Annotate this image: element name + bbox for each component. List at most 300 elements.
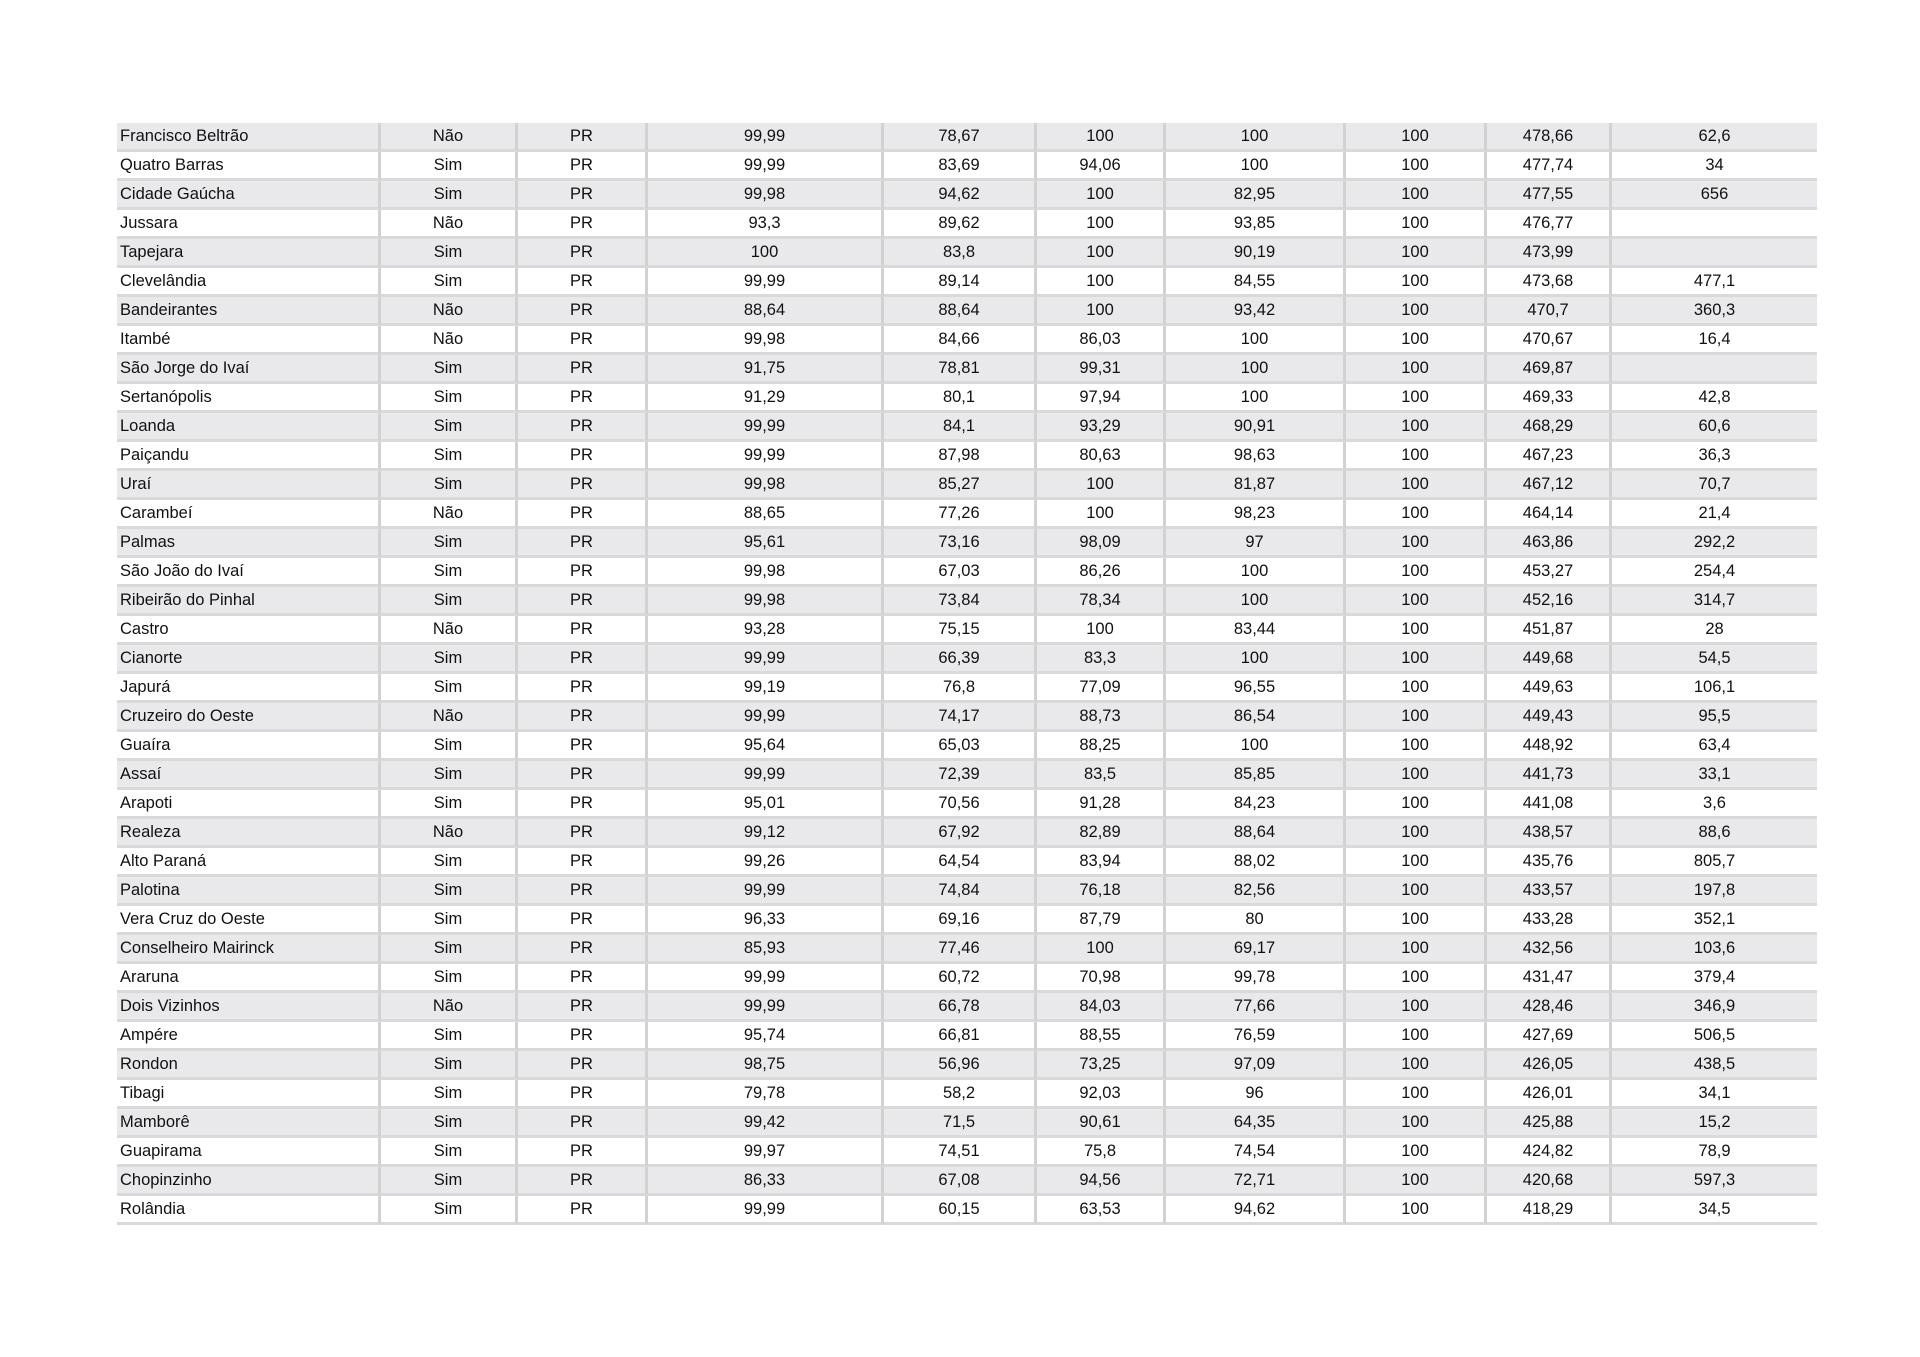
yes-no-flag-cell: Sim	[381, 964, 518, 993]
yes-no-flag-cell: Sim	[381, 529, 518, 558]
yes-no-flag-cell: Sim	[381, 877, 518, 906]
value-col-2-cell: 74,17	[884, 703, 1037, 732]
value-col-1-cell: 99,99	[648, 645, 884, 674]
value-col-1-cell: 88,65	[648, 500, 884, 529]
total-score-cell: 426,01	[1487, 1080, 1612, 1109]
table-row	[117, 1196, 1817, 1225]
last-value-cell: 95,5	[1612, 703, 1817, 732]
table-row	[117, 848, 1817, 877]
value-col-2-cell: 66,39	[884, 645, 1037, 674]
value-col-1-cell: 95,74	[648, 1022, 884, 1051]
value-col-3-cell: 94,06	[1037, 152, 1166, 181]
total-score-cell: 470,67	[1487, 326, 1612, 355]
municipality-name-cell: Loanda	[117, 413, 381, 442]
value-col-1-cell: 95,01	[648, 790, 884, 819]
value-col-2-cell: 76,8	[884, 674, 1037, 703]
value-col-4-cell: 84,23	[1166, 790, 1346, 819]
value-col-1-cell: 91,29	[648, 384, 884, 413]
table-row	[117, 384, 1817, 413]
value-col-5-cell: 100	[1346, 616, 1487, 645]
last-value-cell: 15,2	[1612, 1109, 1817, 1138]
value-col-4-cell: 83,44	[1166, 616, 1346, 645]
state-code-cell: PR	[518, 268, 648, 297]
total-score-cell: 473,68	[1487, 268, 1612, 297]
table-row	[117, 761, 1817, 790]
yes-no-flag-cell: Sim	[381, 1051, 518, 1080]
value-col-1-cell: 99,99	[648, 877, 884, 906]
last-value-cell: 78,9	[1612, 1138, 1817, 1167]
total-score-cell: 433,28	[1487, 906, 1612, 935]
table-row	[117, 181, 1817, 210]
value-col-3-cell: 70,98	[1037, 964, 1166, 993]
value-col-5-cell: 100	[1346, 268, 1487, 297]
value-col-4-cell: 97	[1166, 529, 1346, 558]
table-row	[117, 964, 1817, 993]
value-col-5-cell: 100	[1346, 587, 1487, 616]
last-value-cell: 292,2	[1612, 529, 1817, 558]
value-col-3-cell: 100	[1037, 616, 1166, 645]
state-code-cell: PR	[518, 1167, 648, 1196]
value-col-4-cell: 100	[1166, 326, 1346, 355]
value-col-4-cell: 100	[1166, 152, 1346, 181]
value-col-3-cell: 83,94	[1037, 848, 1166, 877]
value-col-4-cell: 99,78	[1166, 964, 1346, 993]
yes-no-flag-cell: Sim	[381, 732, 518, 761]
yes-no-flag-cell: Sim	[381, 471, 518, 500]
value-col-1-cell: 79,78	[648, 1080, 884, 1109]
last-value-cell: 36,3	[1612, 442, 1817, 471]
yes-no-flag-cell: Sim	[381, 1022, 518, 1051]
state-code-cell: PR	[518, 906, 648, 935]
last-value-cell: 597,3	[1612, 1167, 1817, 1196]
municipality-name-cell: Realeza	[117, 819, 381, 848]
value-col-2-cell: 60,15	[884, 1196, 1037, 1225]
value-col-3-cell: 73,25	[1037, 1051, 1166, 1080]
municipality-data-table	[117, 123, 1817, 1225]
yes-no-flag-cell: Sim	[381, 790, 518, 819]
value-col-2-cell: 94,62	[884, 181, 1037, 210]
yes-no-flag-cell: Sim	[381, 442, 518, 471]
municipality-name-cell: Carambeí	[117, 500, 381, 529]
municipality-name-cell: Palmas	[117, 529, 381, 558]
value-col-3-cell: 78,34	[1037, 587, 1166, 616]
value-col-3-cell: 99,31	[1037, 355, 1166, 384]
state-code-cell: PR	[518, 1080, 648, 1109]
value-col-4-cell: 100	[1166, 558, 1346, 587]
last-value-cell: 656	[1612, 181, 1817, 210]
table-row	[117, 616, 1817, 645]
total-score-cell: 478,66	[1487, 123, 1612, 152]
value-col-2-cell: 73,84	[884, 587, 1037, 616]
value-col-2-cell: 58,2	[884, 1080, 1037, 1109]
municipality-name-cell: Castro	[117, 616, 381, 645]
value-col-4-cell: 82,56	[1166, 877, 1346, 906]
last-value-cell: 34,1	[1612, 1080, 1817, 1109]
value-col-1-cell: 99,98	[648, 326, 884, 355]
total-score-cell: 469,87	[1487, 355, 1612, 384]
value-col-5-cell: 100	[1346, 790, 1487, 819]
value-col-3-cell: 100	[1037, 239, 1166, 268]
municipality-name-cell: Chopinzinho	[117, 1167, 381, 1196]
value-col-5-cell: 100	[1346, 442, 1487, 471]
total-score-cell: 477,74	[1487, 152, 1612, 181]
total-score-cell: 453,27	[1487, 558, 1612, 587]
state-code-cell: PR	[518, 732, 648, 761]
state-code-cell: PR	[518, 500, 648, 529]
yes-no-flag-cell: Sim	[381, 239, 518, 268]
value-col-5-cell: 100	[1346, 1167, 1487, 1196]
value-col-2-cell: 87,98	[884, 442, 1037, 471]
total-score-cell: 435,76	[1487, 848, 1612, 877]
state-code-cell: PR	[518, 587, 648, 616]
table-row	[117, 123, 1817, 152]
state-code-cell: PR	[518, 703, 648, 732]
last-value-cell: 103,6	[1612, 935, 1817, 964]
value-col-4-cell: 88,02	[1166, 848, 1346, 877]
last-value-cell: 16,4	[1612, 326, 1817, 355]
value-col-1-cell: 99,99	[648, 703, 884, 732]
value-col-4-cell: 97,09	[1166, 1051, 1346, 1080]
table-row	[117, 210, 1817, 239]
municipality-name-cell: Palotina	[117, 877, 381, 906]
value-col-5-cell: 100	[1346, 732, 1487, 761]
value-col-1-cell: 99,99	[648, 268, 884, 297]
table-row	[117, 152, 1817, 181]
value-col-2-cell: 85,27	[884, 471, 1037, 500]
value-col-1-cell: 99,99	[648, 761, 884, 790]
yes-no-flag-cell: Não	[381, 210, 518, 239]
yes-no-flag-cell: Sim	[381, 761, 518, 790]
value-col-4-cell: 93,85	[1166, 210, 1346, 239]
municipality-name-cell: Clevelândia	[117, 268, 381, 297]
value-col-4-cell: 100	[1166, 732, 1346, 761]
table-row	[117, 993, 1817, 1022]
municipality-name-cell: Ampére	[117, 1022, 381, 1051]
last-value-cell: 63,4	[1612, 732, 1817, 761]
municipality-name-cell: Francisco Beltrão	[117, 123, 381, 152]
state-code-cell: PR	[518, 413, 648, 442]
value-col-5-cell: 100	[1346, 181, 1487, 210]
yes-no-flag-cell: Sim	[381, 645, 518, 674]
value-col-4-cell: 81,87	[1166, 471, 1346, 500]
municipality-name-cell: Paiçandu	[117, 442, 381, 471]
last-value-cell: 254,4	[1612, 558, 1817, 587]
municipality-name-cell: Mamborê	[117, 1109, 381, 1138]
value-col-3-cell: 97,94	[1037, 384, 1166, 413]
state-code-cell: PR	[518, 761, 648, 790]
table-row	[117, 1167, 1817, 1196]
total-score-cell: 467,12	[1487, 471, 1612, 500]
state-code-cell: PR	[518, 616, 648, 645]
last-value-cell: 70,7	[1612, 471, 1817, 500]
municipality-name-cell: Rolândia	[117, 1196, 381, 1225]
total-score-cell: 428,46	[1487, 993, 1612, 1022]
yes-no-flag-cell: Sim	[381, 1196, 518, 1225]
value-col-5-cell: 100	[1346, 413, 1487, 442]
yes-no-flag-cell: Sim	[381, 355, 518, 384]
total-score-cell: 438,57	[1487, 819, 1612, 848]
value-col-5-cell: 100	[1346, 1080, 1487, 1109]
value-col-2-cell: 74,84	[884, 877, 1037, 906]
value-col-4-cell: 98,23	[1166, 500, 1346, 529]
value-col-5-cell: 100	[1346, 935, 1487, 964]
value-col-2-cell: 60,72	[884, 964, 1037, 993]
value-col-2-cell: 67,92	[884, 819, 1037, 848]
total-score-cell: 427,69	[1487, 1022, 1612, 1051]
total-score-cell: 418,29	[1487, 1196, 1612, 1225]
value-col-5-cell: 100	[1346, 645, 1487, 674]
value-col-1-cell: 99,97	[648, 1138, 884, 1167]
total-score-cell: 451,87	[1487, 616, 1612, 645]
value-col-4-cell: 100	[1166, 384, 1346, 413]
value-col-3-cell: 100	[1037, 500, 1166, 529]
value-col-5-cell: 100	[1346, 123, 1487, 152]
yes-no-flag-cell: Sim	[381, 587, 518, 616]
value-col-2-cell: 65,03	[884, 732, 1037, 761]
table-row	[117, 935, 1817, 964]
value-col-4-cell: 74,54	[1166, 1138, 1346, 1167]
state-code-cell: PR	[518, 442, 648, 471]
table-row	[117, 471, 1817, 500]
total-score-cell: 473,99	[1487, 239, 1612, 268]
value-col-3-cell: 87,79	[1037, 906, 1166, 935]
table-row	[117, 442, 1817, 471]
value-col-3-cell: 88,25	[1037, 732, 1166, 761]
yes-no-flag-cell: Sim	[381, 413, 518, 442]
yes-no-flag-cell: Sim	[381, 906, 518, 935]
value-col-1-cell: 99,99	[648, 413, 884, 442]
value-col-3-cell: 94,56	[1037, 1167, 1166, 1196]
value-col-4-cell: 100	[1166, 645, 1346, 674]
value-col-4-cell: 93,42	[1166, 297, 1346, 326]
total-score-cell: 468,29	[1487, 413, 1612, 442]
value-col-2-cell: 66,78	[884, 993, 1037, 1022]
value-col-1-cell: 100	[648, 239, 884, 268]
last-value-cell	[1612, 210, 1817, 239]
value-col-3-cell: 93,29	[1037, 413, 1166, 442]
last-value-cell: 34	[1612, 152, 1817, 181]
value-col-4-cell: 69,17	[1166, 935, 1346, 964]
yes-no-flag-cell: Não	[381, 993, 518, 1022]
yes-no-flag-cell: Sim	[381, 674, 518, 703]
value-col-3-cell: 83,3	[1037, 645, 1166, 674]
value-col-5-cell: 100	[1346, 239, 1487, 268]
yes-no-flag-cell: Não	[381, 819, 518, 848]
last-value-cell: 62,6	[1612, 123, 1817, 152]
municipality-name-cell: Vera Cruz do Oeste	[117, 906, 381, 935]
value-col-2-cell: 64,54	[884, 848, 1037, 877]
table-row	[117, 297, 1817, 326]
municipality-name-cell: Conselheiro Mairinck	[117, 935, 381, 964]
total-score-cell: 449,68	[1487, 645, 1612, 674]
last-value-cell: 438,5	[1612, 1051, 1817, 1080]
yes-no-flag-cell: Sim	[381, 268, 518, 297]
value-col-2-cell: 83,8	[884, 239, 1037, 268]
total-score-cell: 449,63	[1487, 674, 1612, 703]
last-value-cell: 21,4	[1612, 500, 1817, 529]
value-col-4-cell: 72,71	[1166, 1167, 1346, 1196]
yes-no-flag-cell: Não	[381, 123, 518, 152]
value-col-3-cell: 100	[1037, 181, 1166, 210]
value-col-2-cell: 80,1	[884, 384, 1037, 413]
value-col-1-cell: 98,75	[648, 1051, 884, 1080]
table-row	[117, 790, 1817, 819]
yes-no-flag-cell: Sim	[381, 152, 518, 181]
value-col-4-cell: 100	[1166, 355, 1346, 384]
yes-no-flag-cell: Sim	[381, 384, 518, 413]
state-code-cell: PR	[518, 210, 648, 239]
state-code-cell: PR	[518, 848, 648, 877]
total-score-cell: 463,86	[1487, 529, 1612, 558]
table-row	[117, 587, 1817, 616]
table-row	[117, 819, 1817, 848]
last-value-cell: 106,1	[1612, 674, 1817, 703]
value-col-5-cell: 100	[1346, 877, 1487, 906]
last-value-cell: 54,5	[1612, 645, 1817, 674]
state-code-cell: PR	[518, 790, 648, 819]
total-score-cell: 425,88	[1487, 1109, 1612, 1138]
value-col-2-cell: 89,14	[884, 268, 1037, 297]
last-value-cell: 28	[1612, 616, 1817, 645]
value-col-2-cell: 77,46	[884, 935, 1037, 964]
value-col-1-cell: 99,26	[648, 848, 884, 877]
value-col-4-cell: 64,35	[1166, 1109, 1346, 1138]
value-col-3-cell: 80,63	[1037, 442, 1166, 471]
value-col-5-cell: 100	[1346, 993, 1487, 1022]
municipality-name-cell: Guapirama	[117, 1138, 381, 1167]
total-score-cell: 432,56	[1487, 935, 1612, 964]
value-col-3-cell: 100	[1037, 297, 1166, 326]
value-col-4-cell: 84,55	[1166, 268, 1346, 297]
municipality-name-cell: Tapejara	[117, 239, 381, 268]
value-col-3-cell: 82,89	[1037, 819, 1166, 848]
municipality-name-cell: Ribeirão do Pinhal	[117, 587, 381, 616]
state-code-cell: PR	[518, 152, 648, 181]
yes-no-flag-cell: Sim	[381, 181, 518, 210]
value-col-1-cell: 93,28	[648, 616, 884, 645]
value-col-3-cell: 92,03	[1037, 1080, 1166, 1109]
value-col-2-cell: 78,67	[884, 123, 1037, 152]
value-col-4-cell: 80	[1166, 906, 1346, 935]
value-col-1-cell: 88,64	[648, 297, 884, 326]
municipality-name-cell: São João do Ivaí	[117, 558, 381, 587]
value-col-1-cell: 99,98	[648, 471, 884, 500]
value-col-2-cell: 74,51	[884, 1138, 1037, 1167]
value-col-5-cell: 100	[1346, 297, 1487, 326]
state-code-cell: PR	[518, 674, 648, 703]
value-col-4-cell: 82,95	[1166, 181, 1346, 210]
total-score-cell: 469,33	[1487, 384, 1612, 413]
value-col-1-cell: 99,99	[648, 993, 884, 1022]
value-col-2-cell: 89,62	[884, 210, 1037, 239]
state-code-cell: PR	[518, 645, 648, 674]
last-value-cell: 33,1	[1612, 761, 1817, 790]
value-col-2-cell: 67,08	[884, 1167, 1037, 1196]
yes-no-flag-cell: Sim	[381, 1167, 518, 1196]
state-code-cell: PR	[518, 558, 648, 587]
total-score-cell: 431,47	[1487, 964, 1612, 993]
total-score-cell: 448,92	[1487, 732, 1612, 761]
table-row	[117, 703, 1817, 732]
value-col-5-cell: 100	[1346, 819, 1487, 848]
value-col-3-cell: 86,03	[1037, 326, 1166, 355]
state-code-cell: PR	[518, 819, 648, 848]
state-code-cell: PR	[518, 1138, 648, 1167]
state-code-cell: PR	[518, 239, 648, 268]
total-score-cell: 433,57	[1487, 877, 1612, 906]
value-col-1-cell: 99,12	[648, 819, 884, 848]
state-code-cell: PR	[518, 877, 648, 906]
total-score-cell: 464,14	[1487, 500, 1612, 529]
value-col-1-cell: 99,19	[648, 674, 884, 703]
value-col-1-cell: 99,98	[648, 587, 884, 616]
municipality-name-cell: Sertanópolis	[117, 384, 381, 413]
last-value-cell: 42,8	[1612, 384, 1817, 413]
value-col-2-cell: 69,16	[884, 906, 1037, 935]
value-col-5-cell: 100	[1346, 558, 1487, 587]
table-row	[117, 558, 1817, 587]
value-col-5-cell: 100	[1346, 1109, 1487, 1138]
value-col-3-cell: 100	[1037, 471, 1166, 500]
yes-no-flag-cell: Sim	[381, 848, 518, 877]
value-col-4-cell: 96	[1166, 1080, 1346, 1109]
value-col-3-cell: 100	[1037, 935, 1166, 964]
value-col-4-cell: 76,59	[1166, 1022, 1346, 1051]
value-col-3-cell: 88,55	[1037, 1022, 1166, 1051]
yes-no-flag-cell: Sim	[381, 1109, 518, 1138]
value-col-5-cell: 100	[1346, 500, 1487, 529]
value-col-2-cell: 75,15	[884, 616, 1037, 645]
value-col-3-cell: 77,09	[1037, 674, 1166, 703]
value-col-5-cell: 100	[1346, 761, 1487, 790]
value-col-1-cell: 99,99	[648, 152, 884, 181]
municipality-name-cell: Jussara	[117, 210, 381, 239]
table-row	[117, 877, 1817, 906]
total-score-cell: 467,23	[1487, 442, 1612, 471]
value-col-4-cell: 94,62	[1166, 1196, 1346, 1225]
value-col-3-cell: 100	[1037, 268, 1166, 297]
value-col-5-cell: 100	[1346, 674, 1487, 703]
value-col-2-cell: 66,81	[884, 1022, 1037, 1051]
municipality-name-cell: Rondon	[117, 1051, 381, 1080]
value-col-2-cell: 71,5	[884, 1109, 1037, 1138]
value-col-1-cell: 91,75	[648, 355, 884, 384]
state-code-cell: PR	[518, 1051, 648, 1080]
table-row	[117, 529, 1817, 558]
value-col-5-cell: 100	[1346, 964, 1487, 993]
value-col-4-cell: 90,91	[1166, 413, 1346, 442]
value-col-2-cell: 83,69	[884, 152, 1037, 181]
last-value-cell: 360,3	[1612, 297, 1817, 326]
last-value-cell: 346,9	[1612, 993, 1817, 1022]
yes-no-flag-cell: Não	[381, 326, 518, 355]
municipality-name-cell: Cidade Gaúcha	[117, 181, 381, 210]
value-col-1-cell: 99,99	[648, 123, 884, 152]
value-col-1-cell: 99,99	[648, 964, 884, 993]
table-row	[117, 1109, 1817, 1138]
last-value-cell	[1612, 355, 1817, 384]
state-code-cell: PR	[518, 1109, 648, 1138]
value-col-3-cell: 63,53	[1037, 1196, 1166, 1225]
value-col-2-cell: 73,16	[884, 529, 1037, 558]
value-col-3-cell: 100	[1037, 123, 1166, 152]
value-col-5-cell: 100	[1346, 355, 1487, 384]
value-col-3-cell: 88,73	[1037, 703, 1166, 732]
municipality-name-cell: São Jorge do Ivaí	[117, 355, 381, 384]
municipality-name-cell: Dois Vizinhos	[117, 993, 381, 1022]
total-score-cell: 424,82	[1487, 1138, 1612, 1167]
last-value-cell	[1612, 239, 1817, 268]
